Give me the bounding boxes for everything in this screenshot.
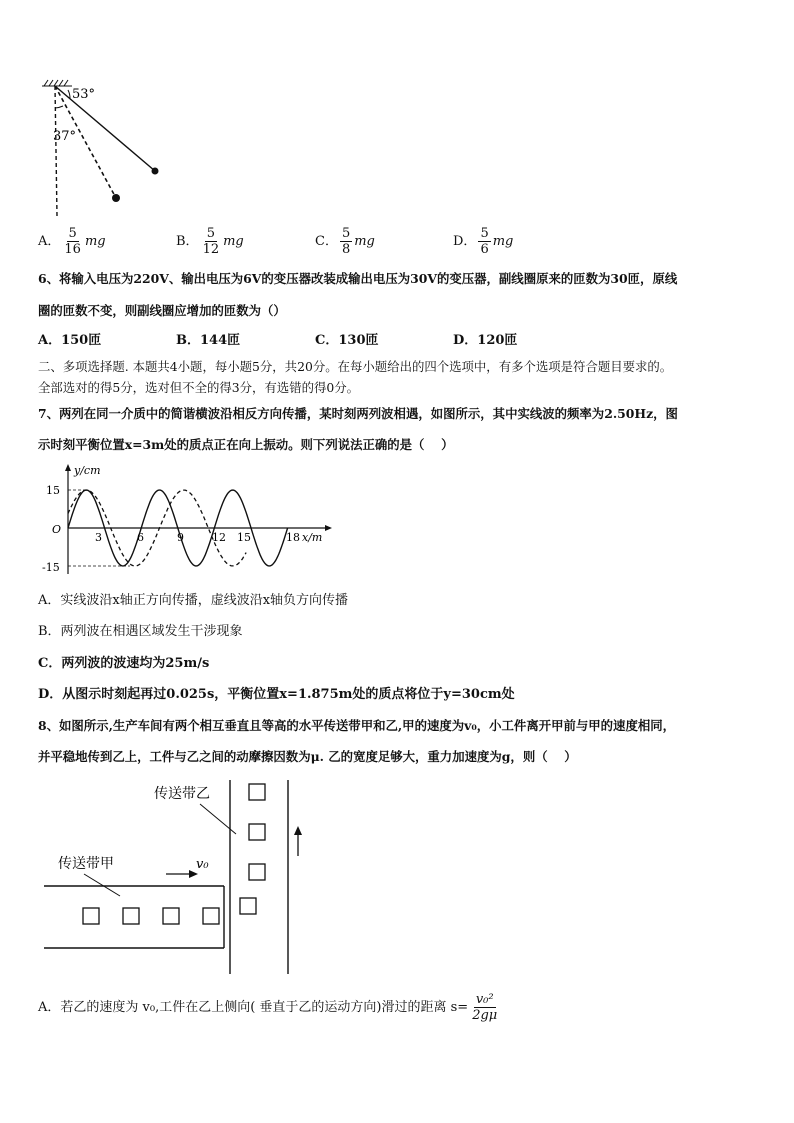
belt-b-arrowhead <box>294 826 302 835</box>
velocity-label: v₀ <box>196 857 209 872</box>
q5-option-b[interactable]: B． $\frac{5}{12}$ mg <box>176 226 244 257</box>
q7-option-a[interactable]: A．实线波沿x轴正方向传播，虚线波沿x轴负方向传播 <box>38 593 349 608</box>
workpiece <box>249 864 265 880</box>
q5-option-a[interactable]: A． $\frac{5}{16}$ mg <box>38 226 106 257</box>
workpiece <box>83 908 99 924</box>
q8-stem-line1: 8、如图所示,生产车间有两个相互垂直且等高的水平传送带甲和乙,甲的速度为v₀，小工件离开甲前与甲的速度相同， <box>38 718 676 733</box>
belt-a-leader <box>84 874 120 896</box>
q7-option-c[interactable]: C．两列波的波速均为25m/s <box>38 656 210 671</box>
angle-label-37: 37° <box>53 129 77 144</box>
x-tick-9: 9 <box>177 531 184 544</box>
q8-option-a[interactable]: A．若乙的速度为 v₀,工件在乙上侧向( 垂直于乙的运动方向)滑过的距离 s= $\frac{\text{v₀²}}{2g\mu}$ <box>38 992 498 1023</box>
belt-b-label: 传送带乙 <box>154 786 210 802</box>
section2-heading-line1: 二、多项选择题. 本题共4小题，每小题5分，共20分。在每小题给出的四个选项中，有多个选项是符合题目要求的。 <box>38 359 673 374</box>
q7-option-b[interactable]: B．两列波在相遇区域发生干涉现象 <box>38 624 243 639</box>
ball-dashed <box>112 194 120 202</box>
q6-option-d[interactable]: D．120匝 <box>453 333 518 348</box>
q5-option-d[interactable]: D． $\frac{5}{6}$ mg <box>453 226 514 257</box>
x-tick-6: 6 <box>137 531 144 544</box>
q6-stem-line1: 6、将输入电压为220V、输出电压为6V的变压器改装成输出电压为30V的变压器，副线圈原来的匝数为30匝，原线 <box>38 271 678 286</box>
workpiece <box>123 908 139 924</box>
workpiece <box>163 908 179 924</box>
q6-option-a[interactable]: A．150匝 <box>38 333 102 348</box>
q6-stem-line2: 圈的匝数不变，则副线圈应增加的匝数为（） <box>38 303 286 318</box>
y-axis-arrow <box>65 464 71 471</box>
section2-heading-line2: 全部选对的得5分，选对但不全的得3分，有选错的得0分。 <box>38 380 360 395</box>
x-axis-arrow <box>325 525 332 531</box>
origin-label: O <box>52 523 62 536</box>
pendulum-figure <box>38 78 178 218</box>
q7-stem-line2: 示时刻平衡位置x=3m处的质点正在向上振动。则下列说法正确的是（ ） <box>38 437 454 452</box>
q5-option-c[interactable]: C． $\frac{5}{8}$ mg <box>315 226 375 257</box>
x-tick-15: 15 <box>237 531 251 544</box>
ceiling-hatch <box>42 80 72 86</box>
y-tick-neg15: -15 <box>42 561 60 574</box>
x-tick-18: 18 <box>286 531 300 544</box>
q8-stem-line2: 并平稳地传到乙上，工件与乙之间的动摩擦因数为μ. 乙的宽度足够大，重力加速度为g，则（ ） <box>38 749 577 764</box>
q6-option-b[interactable]: B．144匝 <box>176 333 241 348</box>
q7-stem-line1: 7、两列在同一介质中的简谐横波沿相反方向传播，某时刻两列波相遇，如图所示，其中实线波的频率为2.50Hz，图 <box>38 406 678 421</box>
conveyor-figure <box>38 776 338 980</box>
q6-option-c[interactable]: C．130匝 <box>315 333 379 348</box>
vertical-reference-line <box>55 86 57 216</box>
workpiece <box>240 898 256 914</box>
y-tick-15: 15 <box>46 484 60 497</box>
y-axis-label: y/cm <box>74 464 101 477</box>
workpiece <box>203 908 219 924</box>
x-tick-12: 12 <box>212 531 226 544</box>
workpiece <box>249 784 265 800</box>
wave-graph <box>38 460 338 580</box>
workpiece <box>249 824 265 840</box>
angle-label-53: 53° <box>72 87 96 102</box>
belt-a-label: 传送带甲 <box>58 856 114 872</box>
q7-option-d[interactable]: D．从图示时刻起再过0.025s，平衡位置x=1.875m处的质点将位于y=30cm处 <box>38 687 515 702</box>
ball-solid <box>152 168 159 175</box>
angle-arc-37 <box>55 106 63 108</box>
x-tick-3: 3 <box>95 531 102 544</box>
x-axis-label: x/m <box>302 531 323 544</box>
